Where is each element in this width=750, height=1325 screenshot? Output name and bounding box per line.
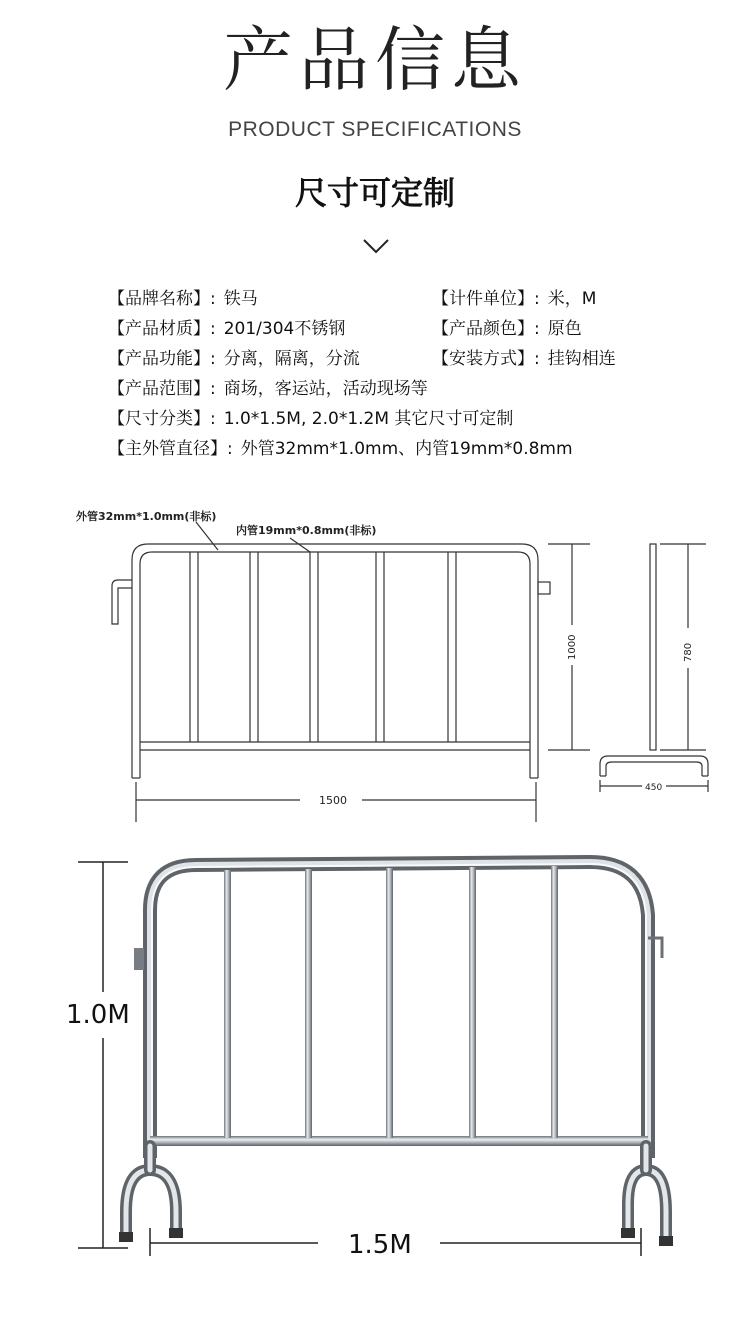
spec-label: 【产品颜色】: [432,319,540,339]
spec-row [108,404,708,434]
photo-width-label: 1.5M [348,1230,412,1260]
section-subtitle: 尺寸可定制 [294,174,455,212]
spec-value: 分离，隔离，分流 [223,349,360,369]
page-title-english: PRODUCT SPECIFICATIONS [228,118,522,141]
spec-value: 米，M [547,289,597,309]
spec-value: 挂钩相连 [547,349,616,369]
width-dimension: 1500 [319,794,347,807]
spec-label: 【计件单位】: [432,289,540,309]
spec-row [108,314,708,344]
spec-label: 【尺寸分类】: [108,409,216,429]
outer-tube-label: 外管32mm*1.0mm(非标) [76,510,217,523]
spec-row [108,344,708,374]
spec-row [108,434,708,464]
chevron-down-icon [362,236,390,256]
spec-label: 【主外管直径】: [108,439,233,459]
spec-row [108,284,708,314]
spec-value: 铁马 [223,289,258,309]
spec-label: 【产品功能】: [108,349,216,369]
spec-label: 【产品范围】: [108,379,216,399]
barrier-product-photo [0,840,750,1300]
spec-list [108,284,708,464]
spec-value: 商场，客运站，活动现场等 [223,379,428,399]
spec-value: 原色 [547,319,582,339]
side-height-dimension: 780 [683,642,694,662]
page-title: 产品信息 [223,19,527,101]
side-base-dimension: 450 [645,783,663,793]
spec-row [108,374,708,404]
spec-value: 201/304不锈钢 [223,319,346,339]
spec-value: 外管32mm*1.0mm、内管19mm*0.8mm [240,439,573,459]
photo-height-label: 1.0M [66,1000,130,1030]
spec-value: 1.0*1.5M, 2.0*1.2M 其它尺寸可定制 [223,409,514,429]
spec-label: 【安装方式】: [432,349,540,369]
inner-tube-label: 内管19mm*0.8mm(非标) [236,524,377,537]
spec-label: 【品牌名称】: [108,289,216,309]
height-dimension: 1000 [567,634,578,660]
spec-label: 【产品材质】: [108,319,216,339]
barrier-technical-drawing [0,500,750,830]
